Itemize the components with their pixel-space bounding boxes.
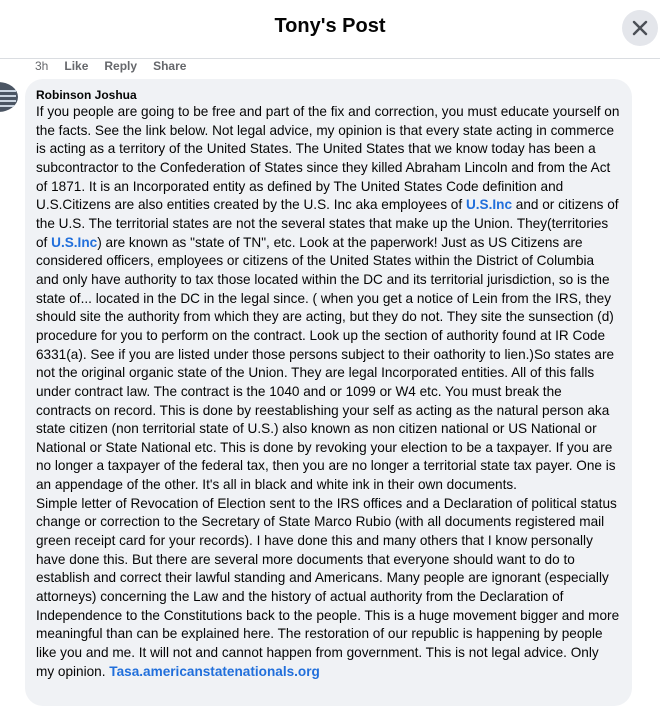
comment-bubble	[25, 79, 632, 706]
hashtag-link-usinc[interactable]: U.S.Inc	[51, 234, 98, 250]
like-button[interactable]: Like	[64, 59, 89, 73]
close-icon	[632, 20, 648, 36]
external-link[interactable]: Tasa.americanstatenationals.org	[109, 663, 320, 679]
close-button[interactable]	[622, 10, 658, 46]
page-title: Tony's Post	[274, 15, 386, 37]
comment-text-part: ) are known as "state of TN", etc. Look at the paperwork! Just as US Citizens are considered officers, employees or citizens of the United States within the District of Columbia and only have authority to tax those located within the DC and its territorial jurisdiction, so is the state of... located in the DC in the legal since. ( when you get a notice of Lein from the IRS, they should site the authority from which they are acting, but they do not. They site the sunsection (d) procedure for you to perform on the contract. Look up the section of authority found at IR Code 6331(a). See if you are listed under those persons subject to their oathority to lien.)So states are not the original organic state of the Union. They are legal Incorporated entities. All of this falls under contract law. The contract is the 1040 and or 1099 or W4 etc. You must break the contracts on record. This is done by reestablishing your self as acting as the natural person aka state citizen (non territorial state of U.S.) also known as non citizen national or US National or National or State National etc. This is done by revoking your election to be a taxpayer. If you are no longer a taxpayer of the federal tax, then you are no longer a territorial state tax payer. One is an appendage of the other. It's all in black and white ink in their own documents.	[36, 234, 616, 493]
post-header	[0, 0, 660, 59]
share-button[interactable]: Share	[153, 59, 187, 73]
previous-comment-actions	[35, 58, 202, 74]
avatar[interactable]	[0, 82, 18, 112]
comment-text-part: and or citizens of the U.S. The territorial states are not the several states that make up the Union. They(territories of	[36, 197, 619, 250]
comment-timestamp[interactable]: 3h	[35, 59, 49, 73]
comment-author[interactable]: Robinson Joshua	[36, 88, 137, 102]
comment-text-part: Simple letter of Revocation of Election sent to the IRS offices and a Declaration of political status change or correction to the Secretary of State Marco Rubio (with all documents registered mail green receipt card for your records). I have done this and many others that I know personally have done this. But there are several more documents that everyone should want to do to establish and correct their lawful standing and Americans. Many people are ignorant (especially attorneys) concerning the Law and the history of actual authority from the Declaration of Independence to the Constitutions back to the people. This is a huge movement bigger and more meaningful than can be explained here. The restoration of our republic is happening by people like you and me. It will not and cannot happen from government. This is not legal advice. Only my opinion.	[36, 495, 620, 679]
comment-body-paragraph-2	[36, 495, 620, 682]
comment-body	[36, 103, 620, 495]
comment-text-part: If you people are going to be free and part of the fix and correction, you must educate yourself on the facts. See the link below. Not legal advice, my opinion is that every state acting in commerce is acting as a territory of the United States. The United States that we know today has been a subcontractor to the Confederation of States since they killed Abraham Lincoln and from the Act of 1871. It is an Incorporated entity as defined by The United States Code definition and U.S.Citizens are also entities created by the U.S. Inc aka employees of	[36, 104, 620, 213]
hashtag-link-usinc[interactable]: U.S.Inc	[465, 197, 513, 213]
reply-button[interactable]: Reply	[104, 59, 138, 73]
